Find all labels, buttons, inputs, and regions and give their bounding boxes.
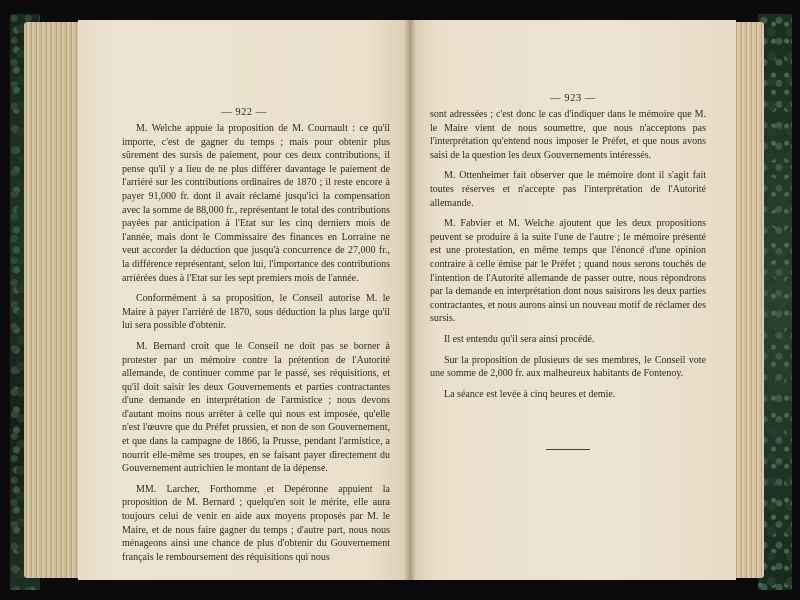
right-page-body <box>430 108 706 450</box>
book-gutter <box>404 20 416 580</box>
right-paragraph-3: M. Fabvier et M. Welche ajoutent que les deux propositions peuvent se produire à la suite l'une de l'autre ; le mémoire présenté est une protestation, en même temps que l'énoncé d'une opinion contraire à celle émise par le Préfet ; quand nous serons touchés de l'intention de l'Autorité allemande de passer outre, nous répondrons par la demande en interprétation dont nous saisirons les deux parties contractantes, et nous aurons ainsi un nouveau motif de réclamer des sursis. <box>430 218 706 325</box>
right-page <box>410 20 736 580</box>
right-paragraph-5: Sur la proposition de plusieurs de ses membres, le Conseil vote une somme de 2,000 fr. aux malheureux habitants de Fontenoy. <box>430 354 706 380</box>
right-page-edges <box>734 22 764 578</box>
closing-rule <box>546 449 590 450</box>
left-page-number: — 922 — <box>221 107 267 118</box>
right-paragraph-1: sont adressées ; c'est donc le cas d'indiquer dans le mémoire que M. le Maire vient de nous soumettre, que nous n'acceptons pas l'interprétation qu'entend nous imposer le Préfet, et que nous avons saisi de la question les deux Gouvernements intéressés. <box>430 109 706 161</box>
right-paragraph-4: Il est entendu qu'il sera ainsi procédé. <box>444 333 595 345</box>
left-paragraph-2: Conformément à sa proposition, le Conseil autorise M. le Maire à payer l'arriéré de 1870, sous déduction la plus large qu'il lui sera possible d'obtenir. <box>122 293 390 332</box>
left-paragraph-3: M. Bernard croit que le Conseil ne doit pas se borner à protester par un mémoire contre la prétention de l'Autorité allemande, de continuer comme par le passé, ses réquisitions, et qu'il doit saisir les deux Gouvernements et parties contractantes d'une demande en interprétation de l'armistice ; nous devons d'autant moins nous arrêter à celle qui nous est imposée, qu'elle n'est l'œuvre que du Préfet prussien, et non de son Gouvernement, et que dans la campagne de 1866, la Prusse, pendant l'armistice, a nourrit elle-même ses troupes, en se faisant payer directement du Gouvernement autrichien le montant de la dépense. <box>122 340 390 475</box>
left-page <box>78 20 410 580</box>
left-page-body <box>122 122 390 564</box>
right-page-number: — 923 — <box>550 93 596 104</box>
right-paragraph-2: M. Ottenheimer fait observer que le mémoire dont il s'agit fait toutes réserves et n'accepte pas l'interprétation de l'Autorité allemande. <box>430 170 706 209</box>
left-page-edges <box>24 22 80 578</box>
left-paragraph-1: M. Welche appuie la proposition de M. Cournault : ce qu'il importe, c'est de gagner du temps ; mais pour obtenir plus sûrement des sursis de paiement, pour ces deux contributions, il pense qu'il y a lieu de ne plus différer davantage le paiement de l'arriéré sur les contributions ordinaires de 1870 ; il reste encore à payer 91,000 fr. dont il avait réclamé jusqu'ici la compensation avec la somme de 88,000 fr., représentant le total des contributions payées par anticipation à l'Etat sur les cinq derniers mois de l'année, mais dont le Commissaire des finances en Lorraine ne veut accorder la déduction que jusqu'à concurrence de 27,000 fr., la différence représentant, selon lui, l'importance des contributions arriérées dues à l'Etat sur les sept premiers mois de l'année. <box>122 123 390 284</box>
left-paragraph-4: MM. Larcher, Forthomme et Depéronne appuient la proposition de M. Bernard ; quelqu'en soit le mérite, elle aura toujours celui de venir en aide aux moyens proposés par M. le Maire, et de nous faire gagner du temps ; d'autre part, nous nous ménageons ainsi une chance de plus d'obtenir du Gouvernement français le remboursement des réquisitions qui nous <box>122 483 390 563</box>
right-paragraph-6: La séance est levée à cinq heures et demie. <box>444 388 616 400</box>
